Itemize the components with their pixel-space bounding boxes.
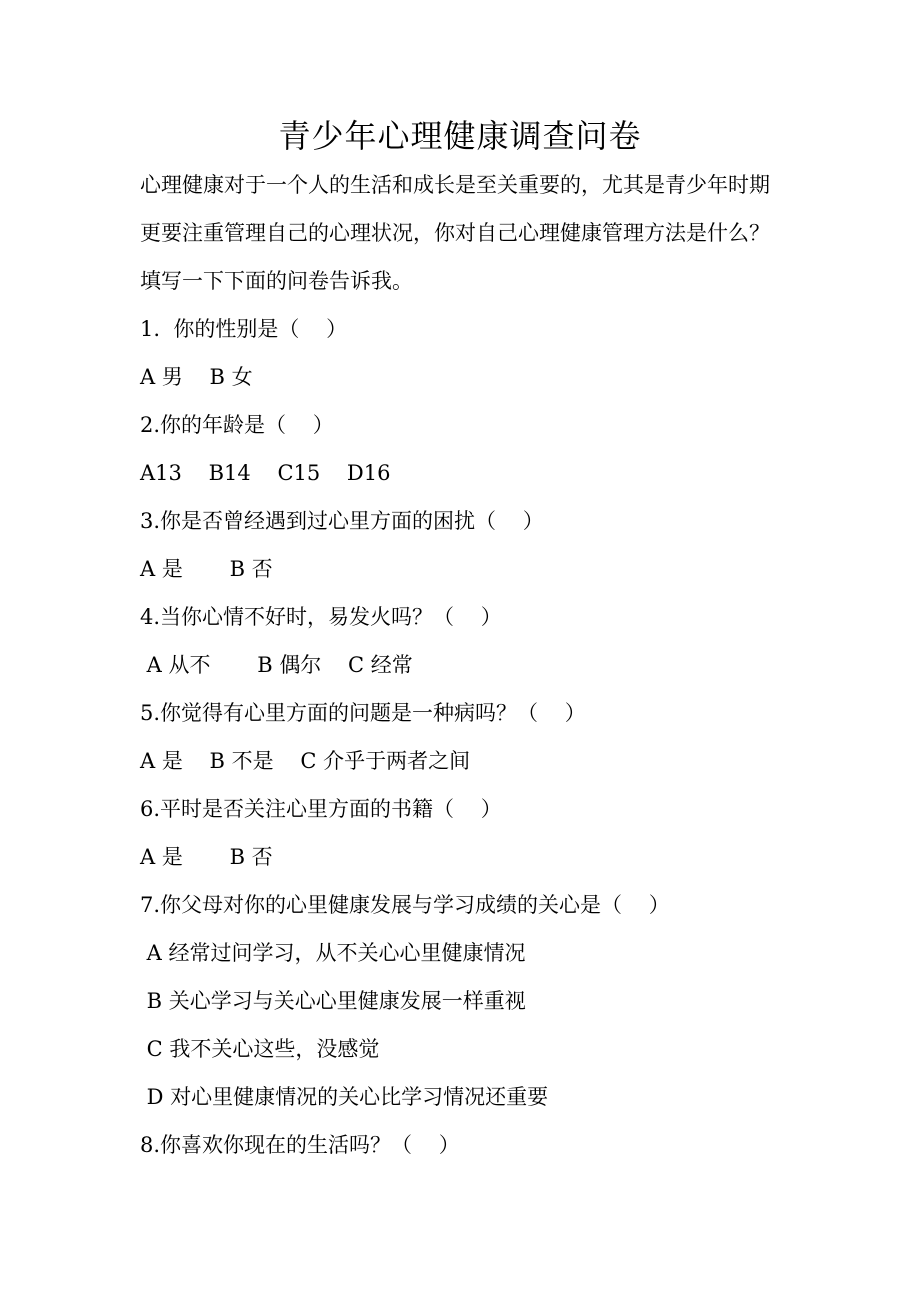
question-6-options: A 是 B 否: [140, 845, 273, 869]
intro-line-1: 心理健康对于一个人的生活和成长是至关重要的，尤其是青少年时期: [140, 173, 770, 197]
question-3-options: A 是 B 否: [140, 557, 273, 581]
question-7: 7.你父母对你的心里健康发展与学习成绩的关心是（ ）: [140, 893, 670, 917]
question-2: 2.你的年龄是（ ）: [140, 413, 334, 437]
question-7-option-c: C 我不关心这些，没感觉: [140, 1037, 380, 1061]
question-5-options: A 是 B 不是 C 介乎于两者之间: [140, 749, 471, 773]
question-5: 5.你觉得有心里方面的问题是一种病吗？（ ）: [140, 701, 586, 725]
document-title: 青少年心理健康调查问卷: [278, 117, 642, 155]
question-4: 4.当你心情不好时，易发火吗？（ ）: [140, 605, 502, 629]
question-3: 3.你是否曾经遇到过心里方面的困扰（ ）: [140, 509, 544, 533]
intro-line-3: 填写一下下面的问卷告诉我。: [140, 269, 413, 293]
question-1-options: A 男 B 女: [140, 365, 253, 389]
question-1: 1. 你的性别是（ ）: [140, 317, 348, 341]
question-4-options: A 从不 B 偶尔 C 经常: [140, 653, 413, 677]
question-7-option-b: B 关心学习与关心心里健康发展一样重视: [140, 989, 526, 1013]
question-6: 6.平时是否关注心里方面的书籍（ ）: [140, 797, 502, 821]
question-8: 8.你喜欢你现在的生活吗？（ ）: [140, 1133, 460, 1157]
question-2-options: A13 B14 C15 D16: [140, 461, 391, 485]
question-7-option-a: A 经常过问学习，从不关心心里健康情况: [140, 941, 526, 965]
question-7-option-d: D 对心里健康情况的关心比学习情况还重要: [140, 1085, 549, 1109]
intro-line-2: 更要注重管理自己的心理状况，你对自己心理健康管理方法是什么？: [140, 221, 770, 245]
